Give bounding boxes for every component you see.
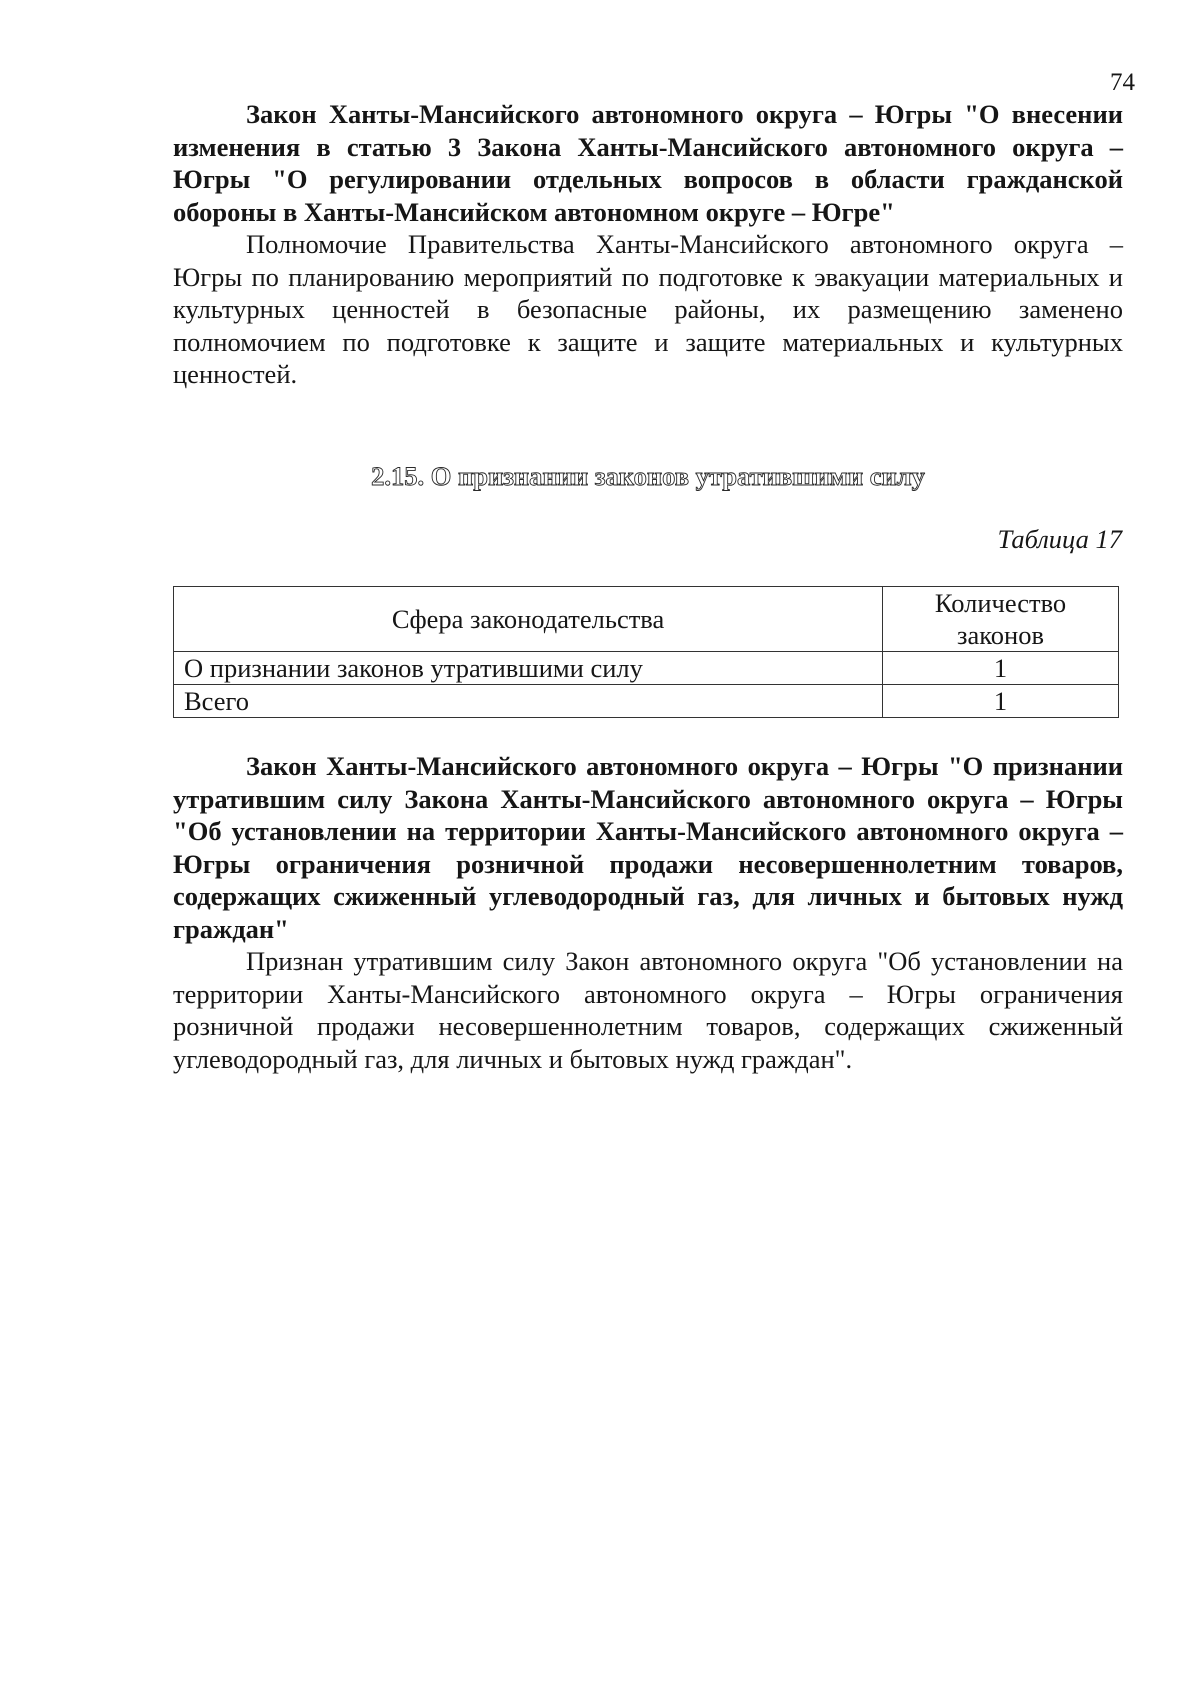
section-title: 2.15. О признании законов утратившими силу: [371, 461, 925, 491]
table-cell-sphere: О признании законов утратившими силу: [174, 652, 883, 685]
table-row-total: [174, 685, 1119, 718]
table-cell-total-count: 1: [883, 685, 1119, 718]
column-header-count: Количество законов: [883, 587, 1119, 652]
table-cell-total-label: Всего: [174, 685, 883, 718]
law-section-liquefied-gas: [173, 750, 1123, 1075]
law-body-civil-defense: Полномочие Правительства Ханты-Мансийского автономного округа – Югры по планированию мероприятий по подготовке к эвакуации материальных и культурных ценностей в безопасные районы, их размещению заменено полномочием по подготовке к защите и защите материальных и культурных ценностей.: [173, 229, 1123, 389]
law-heading-liquefied-gas: Закон Ханты-Мансийского автономного округа – Югры "О признании утратившим силу Закона Ханты-Мансийского автономного округа – Югры "Об установлении на территории Ханты-Мансийского автономного округа – Югры ограничения розничной продажи несовершеннолетним товаров, содержащих сжиженный углеводородный газ, для личных и бытовых нужд граждан": [173, 751, 1123, 944]
page-number: 74: [1110, 69, 1135, 96]
column-header-sphere: Сфера законодательства: [174, 587, 883, 652]
law-heading-civil-defense: Закон Ханты-Мансийского автономного округа – Югры "О внесении изменения в статью 3 Закона Ханты-Мансийского автономного округа – Югры "О регулировании отдельных вопросов в области гражданской обороны в Ханты-Мансийском автономном округе – Югре": [173, 99, 1123, 227]
table-row: [174, 652, 1119, 685]
table-header-row: [174, 587, 1119, 652]
laws-table: [173, 586, 1119, 718]
law-body-liquefied-gas: Признан утратившим силу Закон автономного округа "Об установлении на территории Ханты-Мансийского автономного округа – Югры ограничения розничной продажи несовершеннолетним товаров, содержащих сжиженный углеводородный газ, для личных и бытовых нужд граждан".: [173, 946, 1123, 1074]
table-caption: Таблица 17: [997, 524, 1122, 554]
table-cell-count: 1: [883, 652, 1119, 685]
law-section-civil-defense: [173, 98, 1123, 391]
